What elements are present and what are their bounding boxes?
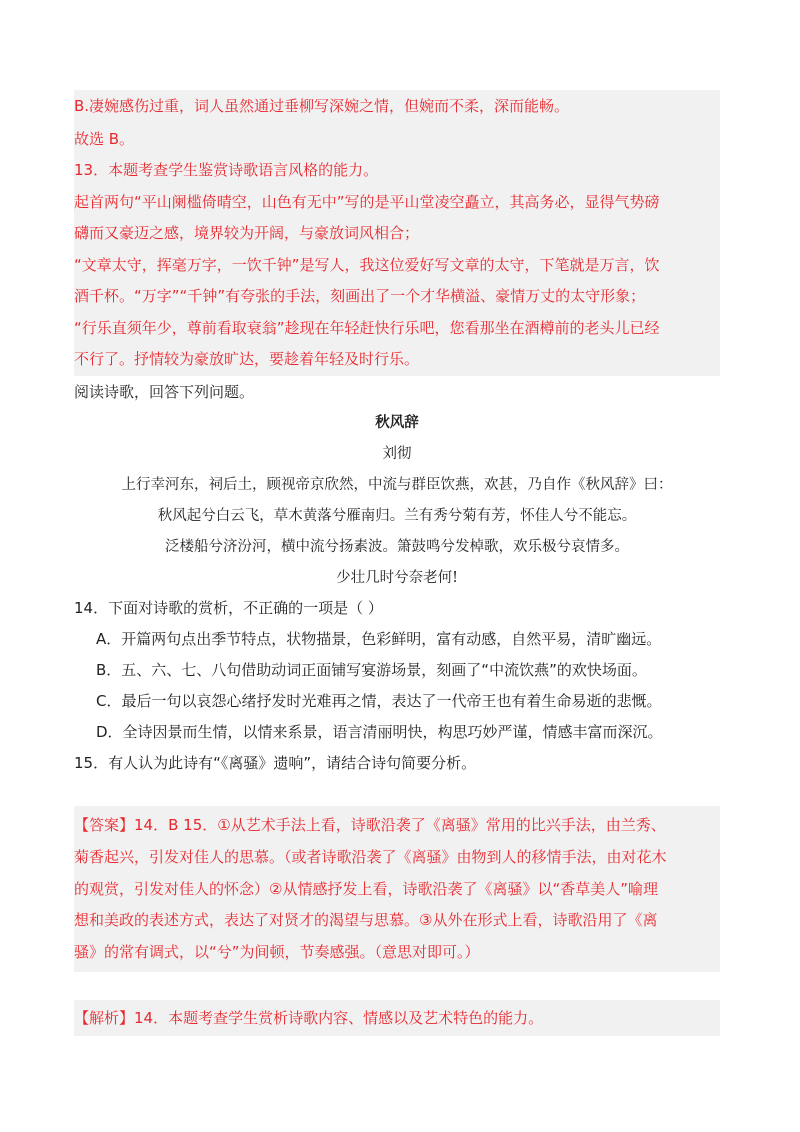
analysis-block xyxy=(74,1000,720,1036)
poem-line: 秋风起兮白云飞，草木黄落兮雁南归。兰有秀兮菊有芳，怀佳人兮不能忘。 xyxy=(157,508,637,524)
poem-title: 秋风辞 xyxy=(375,414,419,431)
analysis-text: 14．本题考查学生赏析诗歌内容、情感以及艺术特色的能力。 xyxy=(134,1009,544,1027)
answer-line: 菊香起兴，引发对佳人的思慕。（或者诗歌沿袭了《离骚》由物到人的移情手法，由对花木 xyxy=(74,848,667,866)
poem-author: 刘彻 xyxy=(382,446,412,462)
question-14-option-d: D．全诗因景而生情，以情来系景，语言清丽明快，构思巧妙严谨，情感丰富而深沉。 xyxy=(96,723,663,741)
question-14-option-c: C．最后一句以哀怨心绪抒发时光难再之情，表达了一代帝王也有着生命易逝的悲慨。 xyxy=(96,692,662,710)
analysis-line xyxy=(74,1008,543,1028)
answer-line xyxy=(74,815,666,835)
answer-block xyxy=(74,806,720,972)
analysis-line: 故选 B。 xyxy=(74,130,135,148)
analysis-line: 起首两句“平山阑槛倚晴空，山色有无中”写的是平山堂凌空矗立，其高务必，显得气势磅 xyxy=(74,193,660,211)
poem-preface: 上行幸河东，祠后土，顾视帝京欣然，中流与群臣饮燕，欢甚，乃自作《秋风辞》曰： xyxy=(121,477,673,493)
analysis-line: 不行了。抒情较为豪放旷达，要趁着年轻及时行乐。 xyxy=(74,350,420,368)
question-14-option-b: B．五、六、七、八句借助动词正面铺写宴游场景，刻画了“中流饮燕”的欢快场面。 xyxy=(96,661,647,679)
question-15-stem: 15．有人认为此诗有“《离骚》遗响”，请结合诗句简要分析。 xyxy=(74,754,477,772)
poem-line: 泛楼船兮济汾河，横中流兮扬素波。箫鼓鸣兮发棹歌，欢乐极兮哀情多。 xyxy=(165,539,629,555)
answer-text: 14．B 15．①从艺术手法上看，诗歌沿袭了《离骚》常用的比兴手法，由兰秀、 xyxy=(134,816,666,834)
analysis-label: 【解析】 xyxy=(74,1009,135,1027)
analysis-line: B.凄婉感伤过重，词人虽然通过垂柳写深婉之情，但婉而不柔，深而能畅。 xyxy=(74,97,570,115)
poem-line: 少壮几时兮奈老何! xyxy=(336,570,458,586)
analysis-line: “文章太守，挥毫万字，一饮千钟”是写人，我这位爱好写文章的太守，下笔就是万言，饮 xyxy=(74,256,660,274)
analysis-line: “行乐直须年少，尊前看取衰翁”趁现在年轻赶快行乐吧，您看那坐在酒樽前的老头儿已经 xyxy=(74,319,660,337)
answer-line: 的观赏，引发对佳人的怀念）②从情感抒发上看，诗歌沿袭了《离骚》以“香草美人”喻理 xyxy=(74,880,658,898)
analysis-line: 13．本题考查学生鉴赏诗歌语言风格的能力。 xyxy=(74,161,379,179)
question-14-stem: 14．下面对诗歌的赏析，不正确的一项是（ ） xyxy=(74,599,383,617)
answer-line: 骚》的常有调式，以“兮”为间顿，节奏感强。（意思对即可。） xyxy=(74,943,480,961)
answer-label: 【答案】 xyxy=(74,816,135,834)
reading-instruction: 阅读诗歌，回答下列问题。 xyxy=(74,383,255,401)
previous-analysis-block xyxy=(74,90,720,376)
analysis-line: 酒千杯。“万字”“千钟”有夸张的手法，刻画出了一个才华横溢、豪情万丈的太守形象； xyxy=(74,287,646,305)
question-14-option-a: A．开篇两句点出季节特点，状物描景，色彩鲜明，富有动感，自然平易，清旷幽远。 xyxy=(96,630,662,648)
analysis-line: 礴而又豪迈之感，境界较为开阔，与豪放词风相合； xyxy=(74,224,420,242)
answer-line: 想和美政的表述方式，表达了对贤才的渴望与思慕。③从外在形式上看，诗歌沿用了《离 xyxy=(74,911,658,929)
